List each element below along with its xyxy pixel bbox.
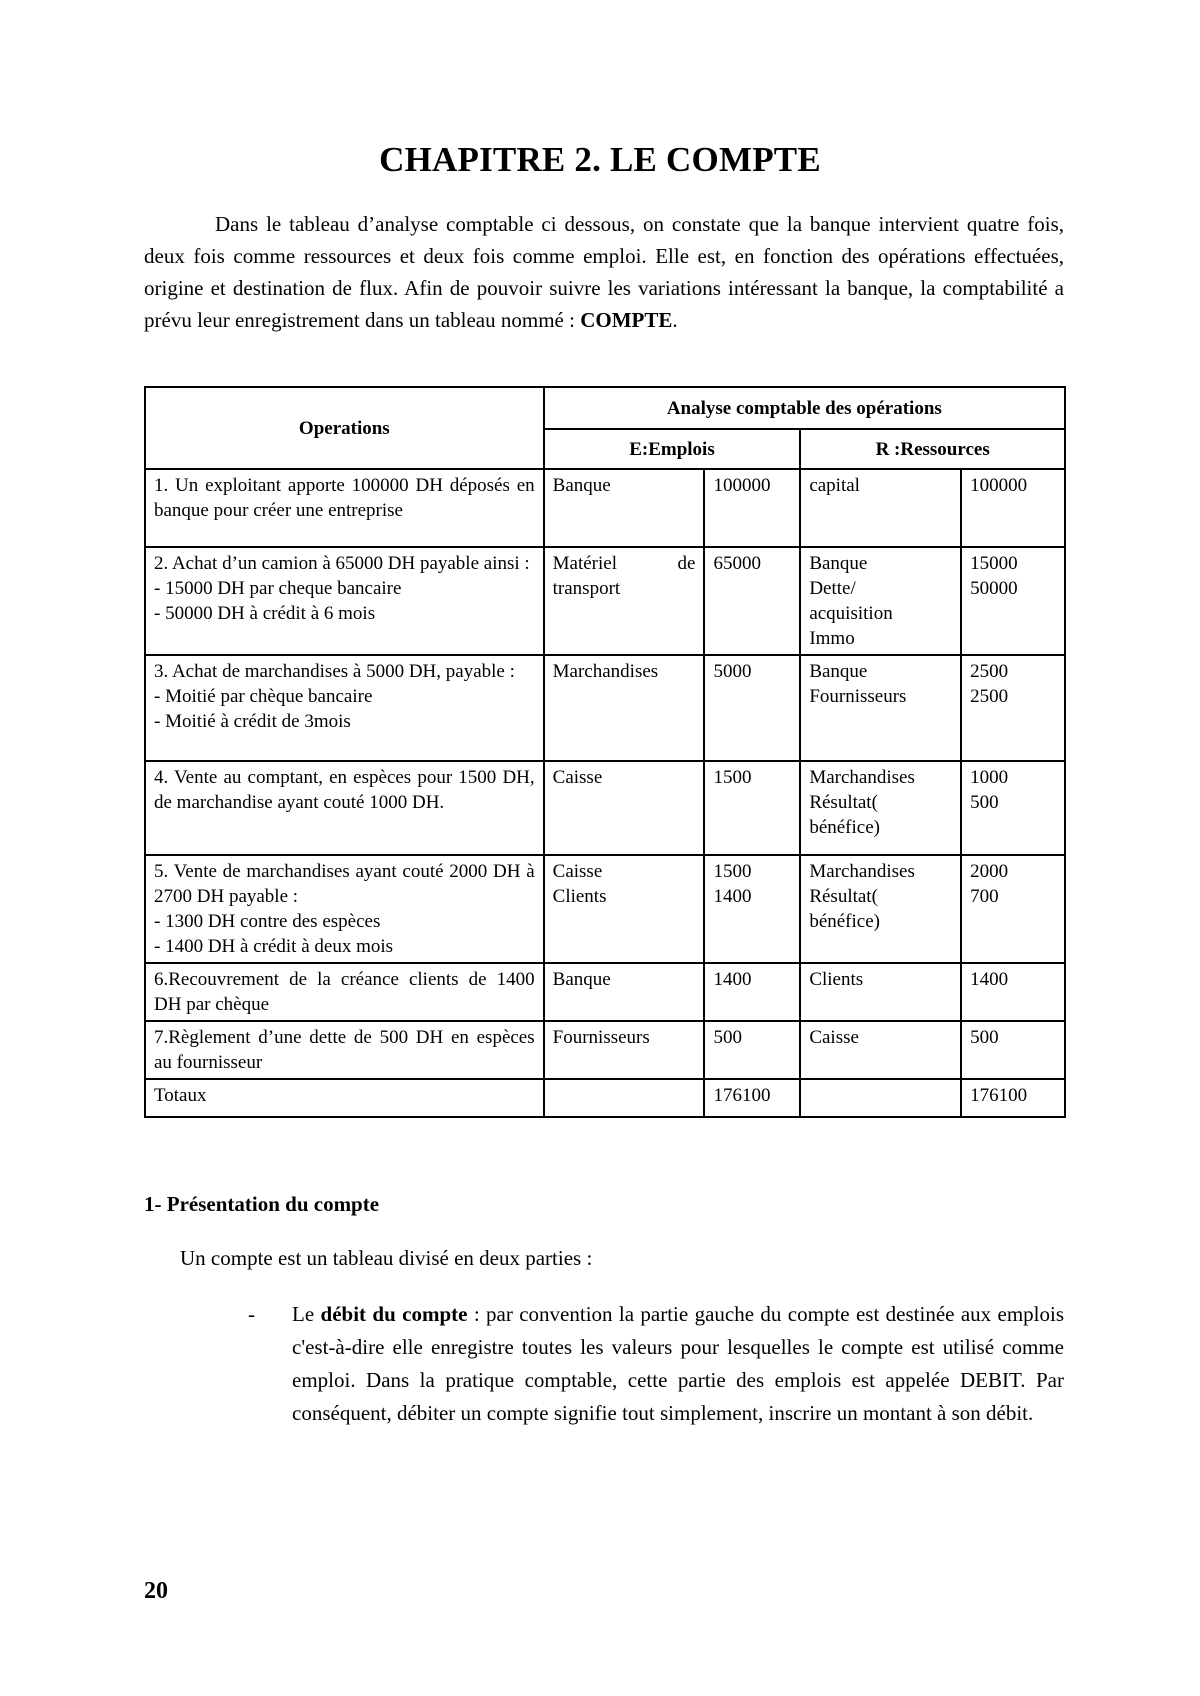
totals-ressources-cell xyxy=(961,1079,1065,1117)
emplois-amount-cell-line: 1500 xyxy=(713,861,752,882)
emplois-account-word: Matériel xyxy=(552,553,617,574)
ressources-account-cell xyxy=(800,855,961,963)
intro-bold-term: COMPTE xyxy=(580,308,673,332)
emplois-amount-cell-line: 500 xyxy=(713,1027,742,1048)
operation-cell-line: 3. Achat de marchandises à 5000 DH, payable : xyxy=(154,661,515,682)
ressources-account-cell-line: Dette/ xyxy=(809,578,856,599)
bullet-rest: : par convention la partie gauche du compte est destinée aux emplois c'est-à-dire elle enregistre toutes les valeurs pour lesquelles le compte est utilisé comme emploi. Dans la pratique comptable, cette partie des emplois est appelée DEBIT. Par conséquent, débiter un compte signifie tout simplement, inscrire un montant à son débit. xyxy=(292,1302,1065,1425)
emplois-account-line: Banque xyxy=(552,969,611,990)
header-ressources: R :Ressources xyxy=(800,429,1065,469)
emplois-amount-cell xyxy=(704,655,800,761)
ressources-amount-cell xyxy=(961,761,1065,855)
ressources-account-cell-line: capital xyxy=(809,475,860,496)
operation-cell-line: - Moitié à crédit de 3mois xyxy=(154,711,351,732)
emplois-account-word: de xyxy=(677,553,696,574)
ressources-account-cell xyxy=(800,963,961,1021)
emplois-amount-cell-line: 1400 xyxy=(713,969,752,990)
header-emplois: E:Emplois xyxy=(544,429,801,469)
ressources-account-cell xyxy=(800,469,961,547)
bullet-bold-term: débit du compte xyxy=(320,1302,468,1326)
page-number: 20 xyxy=(144,1578,168,1604)
ressources-account-cell-line: acquisition xyxy=(809,603,893,624)
ressources-amount-cell-line: 2500 xyxy=(970,661,1009,682)
ressources-account-cell-line: Immo xyxy=(809,628,855,649)
ressources-account-cell-line: Marchandises xyxy=(809,767,915,788)
ressources-amount-cell-line: 1000 xyxy=(970,767,1009,788)
ressources-amount-cell xyxy=(961,855,1065,963)
ressources-account-cell-line: bénéfice) xyxy=(809,911,880,932)
emplois-account-cell xyxy=(544,855,705,963)
bullet-dash: - xyxy=(248,1302,255,1326)
ressources-account-cell-line: Marchandises xyxy=(809,861,915,882)
ressources-amount-cell xyxy=(961,547,1065,655)
operation-cell-line: 5. Vente de marchandises ayant couté 2000 DH à 2700 DH payable : xyxy=(154,861,535,907)
ressources-amount-cell xyxy=(961,1021,1065,1079)
intro-text: Dans le tableau d’analyse comptable ci dessous, on constate que la banque intervient quatre fois, deux fois comme ressources et deux fois comme emploi. Elle est, en fonction des opérations effectuées, origine et destination de flux. Afin de pouvoir suivre les variations intéressant la banque, la comptabilité a prévu leur enregistrement dans un tableau nommé : xyxy=(144,212,1064,332)
operation-cell-line: 4. Vente au comptant, en espèces pour 1500 DH, de marchandise ayant couté 1000 DH. xyxy=(154,767,535,813)
emplois-amount-cell xyxy=(704,547,800,655)
emplois-amount-cell xyxy=(704,761,800,855)
emplois-account-cell xyxy=(544,655,705,761)
ressources-amount-cell-line: 700 xyxy=(970,886,999,907)
ressources-account-cell-line: Clients xyxy=(809,969,864,990)
ressources-account-cell-line: bénéfice) xyxy=(809,817,880,838)
section-lead: Un compte est un tableau divisé en deux parties : xyxy=(180,1246,593,1270)
operation-cell-line: - 1300 DH contre des espèces xyxy=(154,911,381,932)
emplois-amount-cell xyxy=(704,1021,800,1079)
emplois-amount-cell-line: 100000 xyxy=(713,475,771,496)
emplois-amount-cell xyxy=(704,963,800,1021)
ressources-amount-cell xyxy=(961,963,1065,1021)
ressources-account-cell-line: Résultat( xyxy=(809,792,878,813)
emplois-account-cell xyxy=(544,469,705,547)
ressources-amount-cell-line: 1400 xyxy=(970,969,1009,990)
totals-label-cell-line: Totaux xyxy=(154,1085,207,1106)
operation-cell xyxy=(145,761,544,855)
table-row xyxy=(145,547,1065,655)
emplois-account-split xyxy=(553,551,696,576)
emplois-account-line: Caisse xyxy=(552,861,603,882)
operation-cell-line: - Moitié par chèque bancaire xyxy=(154,686,373,707)
emplois-account-cell xyxy=(544,1021,705,1079)
operation-cell-line: - 15000 DH par cheque bancaire xyxy=(154,578,402,599)
table-body xyxy=(145,469,1065,1117)
chapter-title: CHAPITRE 2. LE COMPTE xyxy=(379,140,821,179)
table-row xyxy=(145,655,1065,761)
operation-cell xyxy=(145,655,544,761)
emplois-account-line: Clients xyxy=(552,886,607,907)
emplois-amount-cell xyxy=(704,855,800,963)
emplois-amount-cell-line: 1400 xyxy=(713,886,752,907)
emplois-account-cell xyxy=(544,963,705,1021)
table-row xyxy=(145,963,1065,1021)
ressources-amount-cell-line: 2000 xyxy=(970,861,1009,882)
ressources-account-cell xyxy=(800,761,961,855)
emplois-amount-cell-line: 5000 xyxy=(713,661,752,682)
header-operations: Operations xyxy=(145,387,544,469)
ressources-amount-cell-line: 15000 xyxy=(970,553,1018,574)
operation-cell xyxy=(145,469,544,547)
ressources-amount-cell xyxy=(961,655,1065,761)
emplois-account-line: Banque xyxy=(552,475,611,496)
table-row xyxy=(145,761,1065,855)
ressources-account-cell xyxy=(800,547,961,655)
emplois-amount-cell xyxy=(704,469,800,547)
emplois-account-line: Marchandises xyxy=(552,661,659,682)
emplois-amount-cell-line: 1500 xyxy=(713,767,752,788)
operation-cell-line: 2. Achat d’un camion à 65000 DH payable ainsi : xyxy=(154,553,530,574)
bullet-text xyxy=(292,1298,1064,1430)
operation-cell-line: 1. Un exploitant apporte 100000 DH déposés en banque pour créer une entreprise xyxy=(154,475,535,521)
ressources-account-cell-line: Résultat( xyxy=(809,886,878,907)
totals-emplois-cell xyxy=(704,1079,800,1117)
section-heading: 1- Présentation du compte xyxy=(144,1192,380,1216)
operation-cell-line: 6.Recouvrement de la créance clients de 1400 DH par chèque xyxy=(154,969,535,1015)
operation-cell xyxy=(145,1021,544,1079)
operation-cell xyxy=(145,547,544,655)
emplois-account-line: Caisse xyxy=(552,767,603,788)
ressources-account-cell xyxy=(800,1021,961,1079)
ressources-amount-cell-line: 2500 xyxy=(970,686,1009,707)
intro-end-punct: . xyxy=(672,308,678,332)
ressources-amount-cell-line: 500 xyxy=(970,792,999,813)
emplois-account-cell xyxy=(544,547,705,655)
ressources-account-cell-line: Caisse xyxy=(809,1027,859,1048)
operation-cell-line: 7.Règlement d’une dette de 500 DH en espèces au fournisseur xyxy=(154,1027,535,1073)
ressources-account-cell-line: Banque xyxy=(809,661,868,682)
ressources-amount-cell-line: 100000 xyxy=(970,475,1028,496)
table-row xyxy=(145,855,1065,963)
header-analyse: Analyse comptable des opérations xyxy=(544,387,1065,429)
totals-empty-cell xyxy=(544,1079,705,1117)
table-row xyxy=(145,1021,1065,1079)
accounting-analysis-table xyxy=(144,386,1066,1118)
intro-paragraph xyxy=(144,208,1064,336)
totals-row xyxy=(145,1079,1065,1117)
operation-cell-line: - 1400 DH à crédit à deux mois xyxy=(154,936,394,957)
emplois-account-cell xyxy=(544,761,705,855)
operation-cell xyxy=(145,855,544,963)
totals-empty-cell xyxy=(800,1079,961,1117)
operation-cell-line: - 50000 DH à crédit à 6 mois xyxy=(154,603,376,624)
ressources-account-cell-line: Fournisseurs xyxy=(809,686,907,707)
emplois-account-line: Fournisseurs xyxy=(552,1027,650,1048)
ressources-account-cell-line: Banque xyxy=(809,553,868,574)
totals-emplois-cell-line: 176100 xyxy=(713,1085,771,1106)
totals-ressources-cell-line: 176100 xyxy=(970,1085,1028,1106)
table-row xyxy=(145,469,1065,547)
ressources-amount-cell-line: 50000 xyxy=(970,578,1018,599)
operation-cell xyxy=(145,963,544,1021)
totals-label-cell xyxy=(145,1079,544,1117)
emplois-amount-cell-line: 65000 xyxy=(713,553,761,574)
ressources-amount-cell-line: 500 xyxy=(970,1027,999,1048)
emplois-account-line: transport xyxy=(552,578,621,599)
bullet-prefix: Le xyxy=(292,1302,315,1326)
bullet-item xyxy=(248,1298,1065,1430)
ressources-account-cell xyxy=(800,655,961,761)
ressources-amount-cell xyxy=(961,469,1065,547)
